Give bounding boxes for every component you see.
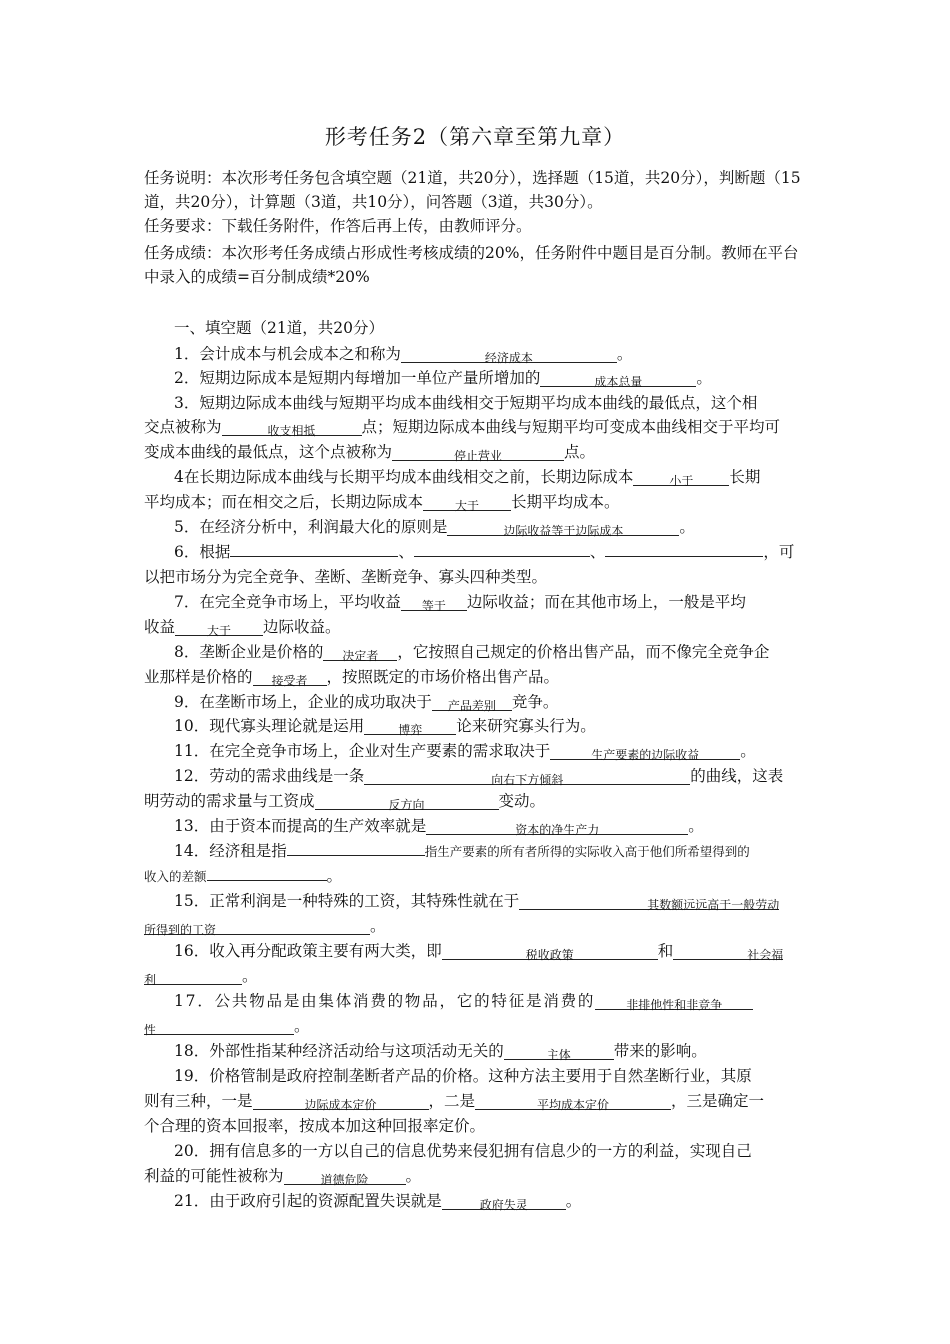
q-text: 9．在垄断市场上，企业的成功取决于 bbox=[174, 693, 432, 711]
question-13 bbox=[144, 814, 842, 838]
answer-text: 指生产要素的所有者所得的实际收入高于他们所希望得到的 bbox=[424, 844, 750, 859]
answer-text: 大于 bbox=[207, 624, 232, 638]
q-text: 点。 bbox=[564, 443, 596, 461]
q-text: 。 bbox=[405, 1167, 422, 1185]
answer-text: 边际成本定价 bbox=[304, 1098, 377, 1112]
q-text: 的曲线，这表 bbox=[690, 767, 784, 785]
question-5 bbox=[144, 515, 842, 539]
answer-text: 主体 bbox=[546, 1048, 571, 1062]
q-text: 、 bbox=[398, 543, 414, 561]
question-20 bbox=[144, 1139, 842, 1163]
question-15 bbox=[144, 889, 842, 913]
question-9 bbox=[144, 690, 842, 714]
question-12-line-2 bbox=[144, 789, 812, 813]
answer-blank bbox=[207, 866, 327, 881]
q-text: 、 bbox=[589, 543, 606, 561]
question-19-line-2 bbox=[144, 1089, 812, 1113]
question-6 bbox=[144, 540, 842, 564]
question-3-line-2 bbox=[144, 415, 812, 439]
q-text: 15．正常利润是一种特殊的工资，其特殊性就在于 bbox=[174, 892, 520, 910]
answer-text: 经济成本 bbox=[484, 351, 533, 365]
q-text: 11．在完全竞争市场上，企业对生产要素的需求取决于 bbox=[174, 742, 551, 760]
section-heading: 一、填空题（21道，共20分） bbox=[174, 319, 384, 337]
answer-blank bbox=[426, 820, 688, 835]
answer-blank bbox=[595, 995, 753, 1010]
q-text: 14．经济租是指 bbox=[174, 842, 287, 860]
answer-text: 税收政策 bbox=[525, 948, 574, 962]
q-text: 5．在经济分析中，利润最大化的原则是 bbox=[174, 518, 448, 536]
task-description: 任务说明：本次形考任务包含填空题（21道，共20分），选择题（15道，共20分），判断题（15道，共20分），计算题（3道，共10分），问答题（3道，共30分）。 bbox=[144, 169, 801, 211]
answer-text: 等于 bbox=[421, 599, 446, 613]
question-15-line-2 bbox=[144, 914, 812, 938]
question-11 bbox=[144, 739, 842, 763]
question-8-line-2 bbox=[144, 665, 812, 689]
q-text: 明劳动的需求量与工资成 bbox=[144, 792, 315, 810]
q-text: 长期平均成本。 bbox=[511, 493, 620, 511]
answer-blank bbox=[414, 542, 590, 557]
answer-text: 决定者 bbox=[342, 649, 379, 663]
q-text: 长期 bbox=[729, 468, 761, 486]
q-text: 利益的可能性被称为 bbox=[144, 1167, 284, 1185]
answer-text: 生产要素的边际收益 bbox=[591, 748, 700, 762]
answer-blank bbox=[144, 1020, 294, 1035]
answer-blank bbox=[222, 421, 362, 436]
q-text: 3．短期边际成本曲线与短期平均成本曲线相交于短期平均成本曲线的最低点，这个相 bbox=[174, 394, 758, 412]
question-14-line-2 bbox=[144, 864, 812, 889]
question-1 bbox=[144, 342, 842, 366]
answer-text: 收支相抵 bbox=[267, 424, 316, 438]
q-text: 点；短期边际成本曲线与短期平均可变成本曲线相交于平均可 bbox=[361, 418, 781, 436]
answer-blank bbox=[323, 646, 397, 661]
answer-blank bbox=[364, 770, 690, 785]
q-text: 交点被称为 bbox=[144, 418, 222, 436]
q-text: 。 bbox=[370, 917, 386, 935]
q-text: 。 bbox=[326, 867, 343, 885]
q-text: 业那样是价格的 bbox=[144, 668, 253, 686]
question-4 bbox=[144, 465, 842, 489]
question-16 bbox=[144, 939, 842, 963]
answer-text: 所得到的工资 bbox=[144, 923, 217, 937]
answer-text: 平均成本定价 bbox=[537, 1098, 610, 1112]
question-7 bbox=[144, 590, 842, 614]
question-10 bbox=[144, 714, 842, 738]
answer-blank bbox=[175, 621, 263, 636]
answer-blank bbox=[392, 446, 564, 461]
question-3 bbox=[144, 391, 842, 415]
answer-blank bbox=[550, 745, 740, 760]
question-19-line-3: 个合理的资本回报率，按成本加这种回报率定价。 bbox=[144, 1117, 486, 1135]
question-4-line-2 bbox=[144, 490, 812, 514]
q-text: 19．价格管制是政府控制垄断者产品的价格。这种方法主要用于自然垄断行业，其原 bbox=[174, 1067, 752, 1085]
question-12 bbox=[144, 764, 842, 788]
answer-blank bbox=[315, 795, 499, 810]
q-text: 论来研究寡头行为。 bbox=[456, 717, 596, 735]
q-text: 2．短期边际成本是短期内每增加一单位产量所增加的 bbox=[174, 369, 541, 387]
task-requirements: 任务要求：下载任务附件，作答后再上传，由教师评分。 bbox=[144, 217, 532, 235]
answer-blank bbox=[504, 1045, 614, 1060]
q-text: 13．由于资本而提高的生产效率就是 bbox=[174, 817, 427, 835]
answer-text: 产品差别 bbox=[447, 699, 496, 713]
q-text: 。 bbox=[616, 345, 633, 363]
answer-text: 收入的差额 bbox=[144, 869, 207, 884]
q-text: 8．垄断企业是价格的 bbox=[174, 643, 324, 661]
q-text: 边际收益；而在其他市场上，一般是平均 bbox=[466, 593, 746, 611]
question-17-line-2 bbox=[144, 1014, 812, 1038]
answer-blank bbox=[442, 1195, 566, 1210]
question-17 bbox=[144, 989, 842, 1013]
question-18 bbox=[144, 1039, 842, 1063]
q-text: 则有三种，一是 bbox=[144, 1092, 253, 1110]
answer-text: 向右下方倾斜 bbox=[491, 773, 564, 787]
document-title: 形考任务2（第六章至第九章） bbox=[324, 125, 626, 149]
q-text: ，按照既定的市场价格出售产品。 bbox=[326, 668, 560, 686]
q-text: 10．现代寡头理论就是运用 bbox=[174, 717, 365, 735]
q-text: ，它按照自己规定的价格出售产品，而不像完全竞争企 bbox=[397, 643, 770, 661]
answer-text: 政府失灵 bbox=[479, 1198, 528, 1212]
answer-blank bbox=[633, 471, 729, 486]
answer-blank bbox=[253, 671, 327, 686]
q-text: 收益 bbox=[144, 618, 176, 636]
answer-blank bbox=[673, 945, 783, 960]
q-text: 平均成本；而在相交之后，长期边际成本 bbox=[144, 493, 424, 511]
q-text: 18．外部性指某种经济活动给与这项活动无关的 bbox=[174, 1042, 504, 1060]
answer-text: 小于 bbox=[669, 474, 694, 488]
answer-text: 性 bbox=[144, 1023, 157, 1037]
answer-text: 博弈 bbox=[398, 723, 423, 737]
q-text: 竞争。 bbox=[511, 693, 559, 711]
q-text: ，可 bbox=[763, 543, 795, 561]
q-text: 6．根据 bbox=[174, 543, 231, 561]
answer-blank bbox=[364, 720, 456, 735]
answer-text: 停止营业 bbox=[454, 449, 503, 463]
answer-blank bbox=[423, 496, 511, 511]
q-text: 17．公共物品是由集体消费的物品，它的特征是消费的 bbox=[174, 992, 596, 1010]
answer-blank bbox=[540, 372, 696, 387]
answer-blank bbox=[605, 542, 763, 557]
q-text: 。 bbox=[565, 1192, 582, 1210]
question-19 bbox=[144, 1064, 842, 1088]
answer-blank bbox=[253, 1095, 429, 1110]
question-20-line-2 bbox=[144, 1164, 812, 1188]
answer-blank bbox=[284, 1170, 406, 1185]
answer-text: 边际收益等于边际成本 bbox=[503, 524, 624, 538]
q-text: 7．在完全竞争市场上，平均收益 bbox=[174, 593, 401, 611]
answer-blank bbox=[230, 542, 398, 557]
question-14 bbox=[144, 839, 842, 864]
q-text: 21．由于政府引起的资源配置失误就是 bbox=[174, 1192, 442, 1210]
q-text: ，三是确定一 bbox=[671, 1092, 765, 1110]
question-2 bbox=[144, 366, 842, 390]
answer-blank bbox=[475, 1095, 671, 1110]
q-text: 1．会计成本与机会成本之和称为 bbox=[174, 345, 401, 363]
question-16-line-2 bbox=[144, 964, 812, 988]
answer-text: 大于 bbox=[455, 499, 480, 513]
answer-text: 社会福 bbox=[747, 948, 784, 962]
answer-blank bbox=[432, 696, 512, 711]
q-text: 变成本曲线的最低点，这个点被称为 bbox=[144, 443, 393, 461]
q-text: 带来的影响。 bbox=[613, 1042, 707, 1060]
q-text: 和 bbox=[657, 942, 674, 960]
task-grading: 任务成绩：本次形考任务成绩占形成性考核成绩的20%，任务附件中题目是百分制。教师在平台中录入的成绩=百分制成绩*20% bbox=[144, 244, 799, 286]
q-text: 。 bbox=[688, 817, 704, 835]
q-text: 20．拥有信息多的一方以自己的信息优势来侵犯拥有信息少的一方的利益，实现自己 bbox=[174, 1142, 752, 1160]
q-text: 12．劳动的需求曲线是一条 bbox=[174, 767, 365, 785]
q-text: 。 bbox=[696, 369, 712, 387]
answer-text: 道德危险 bbox=[320, 1173, 369, 1187]
answer-blank bbox=[401, 348, 617, 363]
answer-blank bbox=[519, 895, 779, 910]
answer-blank bbox=[442, 945, 658, 960]
question-3-line-3 bbox=[144, 440, 812, 464]
question-6-line-2: 以把市场分为完全竞争、垄断、垄断竞争、寡头四种类型。 bbox=[144, 568, 548, 586]
q-text: 4在长期边际成本曲线与长期平均成本曲线相交之前，长期边际成本 bbox=[174, 468, 634, 486]
answer-blank bbox=[447, 521, 679, 536]
q-text: 边际收益。 bbox=[263, 618, 341, 636]
answer-blank bbox=[144, 920, 370, 935]
answer-text: 其数额远远高于一般劳动 bbox=[647, 898, 780, 912]
q-text: 。 bbox=[242, 967, 258, 985]
answer-text: 成本总量 bbox=[594, 375, 643, 389]
q-text: ，二是 bbox=[428, 1092, 476, 1110]
q-text: 。 bbox=[740, 742, 756, 760]
answer-text: 利 bbox=[144, 973, 157, 987]
answer-blank bbox=[287, 841, 425, 856]
question-8 bbox=[144, 640, 842, 664]
q-text: 16．收入再分配政策主要有两大类，即 bbox=[174, 942, 442, 960]
answer-text: 接受者 bbox=[271, 674, 308, 688]
answer-blank bbox=[401, 596, 467, 611]
answer-text: 非排他性和非竞争 bbox=[626, 998, 723, 1012]
answer-text: 资本的净生产力 bbox=[515, 823, 600, 837]
q-text: 变动。 bbox=[498, 792, 546, 810]
q-text: 。 bbox=[679, 518, 695, 536]
question-21 bbox=[144, 1189, 842, 1213]
question-7-line-2 bbox=[144, 615, 812, 639]
q-text: 。 bbox=[294, 1017, 310, 1035]
answer-text: 反方向 bbox=[388, 798, 425, 812]
answer-blank bbox=[144, 970, 242, 985]
